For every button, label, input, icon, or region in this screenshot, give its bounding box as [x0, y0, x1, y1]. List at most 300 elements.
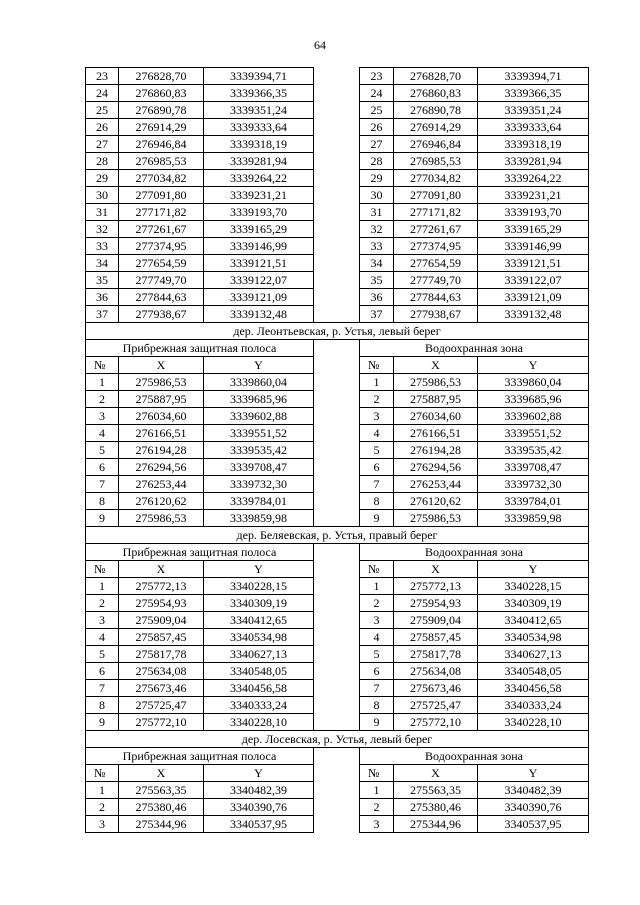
left-y-value: 3340228,10 — [204, 714, 314, 731]
left-y-value: 3339860,04 — [204, 374, 314, 391]
left-x-value: 276860,83 — [119, 85, 204, 102]
left-point-number: 9 — [86, 714, 119, 731]
left-x-value: 276985,53 — [119, 153, 204, 170]
left-y-value: 3339132,48 — [204, 306, 314, 323]
right-point-number: 5 — [360, 646, 394, 663]
left-point-number: 8 — [86, 697, 119, 714]
column-gap — [314, 255, 360, 272]
left-y-value: 3339535,42 — [204, 442, 314, 459]
column-gap — [314, 68, 360, 85]
left-point-number: 30 — [86, 187, 119, 204]
section-caption-row — [86, 731, 589, 748]
right-x-value: 276914,29 — [394, 119, 478, 136]
left-point-number: 3 — [86, 408, 119, 425]
right-x-value: 275887,95 — [394, 391, 478, 408]
right-point-number: 37 — [360, 306, 394, 323]
left-x-value: 276294,56 — [119, 459, 204, 476]
table-row — [86, 646, 589, 663]
table-row — [86, 306, 589, 323]
right-x-value: 277749,70 — [394, 272, 478, 289]
left-point-number: 6 — [86, 459, 119, 476]
left-y-value: 3339394,71 — [204, 68, 314, 85]
column-gap — [314, 544, 360, 561]
left-x-value: 275986,53 — [119, 374, 204, 391]
left-point-number: 5 — [86, 646, 119, 663]
column-gap — [314, 170, 360, 187]
right-point-number: 2 — [360, 595, 394, 612]
left-y-value: 3339281,94 — [204, 153, 314, 170]
left-y-value: 3339708,47 — [204, 459, 314, 476]
left-x-header: X — [119, 765, 204, 782]
right-point-number: 36 — [360, 289, 394, 306]
left-point-number: 7 — [86, 680, 119, 697]
left-number-header: № — [86, 561, 119, 578]
right-point-number: 9 — [360, 714, 394, 731]
left-y-value: 3340537,95 — [204, 816, 314, 833]
right-x-value: 276166,51 — [394, 425, 478, 442]
right-y-value: 3340548,05 — [478, 663, 589, 680]
coastal-strip-header: Прибрежная защитная полоса — [86, 544, 314, 561]
table-row — [86, 510, 589, 527]
right-y-value: 3339121,09 — [478, 289, 589, 306]
table-row — [86, 612, 589, 629]
left-point-number: 2 — [86, 595, 119, 612]
left-x-value: 275673,46 — [119, 680, 204, 697]
left-point-number: 2 — [86, 799, 119, 816]
left-point-number: 4 — [86, 425, 119, 442]
column-gap — [314, 374, 360, 391]
left-point-number: 26 — [86, 119, 119, 136]
right-point-number: 31 — [360, 204, 394, 221]
right-point-number: 1 — [360, 578, 394, 595]
right-y-value: 3339281,94 — [478, 153, 589, 170]
table-row — [86, 119, 589, 136]
table-row — [86, 442, 589, 459]
column-gap — [314, 561, 360, 578]
right-y-value: 3339860,04 — [478, 374, 589, 391]
table-row — [86, 459, 589, 476]
column-gap — [314, 136, 360, 153]
table-row — [86, 714, 589, 731]
column-gap — [314, 629, 360, 646]
right-point-number: 33 — [360, 238, 394, 255]
right-y-value: 3339784,01 — [478, 493, 589, 510]
right-y-value: 3340309,19 — [478, 595, 589, 612]
table-row — [86, 68, 589, 85]
table-row — [86, 595, 589, 612]
left-point-number: 3 — [86, 612, 119, 629]
left-y-header: Y — [204, 357, 314, 374]
column-gap — [314, 306, 360, 323]
right-point-number: 7 — [360, 476, 394, 493]
right-x-value: 275725,47 — [394, 697, 478, 714]
right-x-value: 275634,08 — [394, 663, 478, 680]
left-x-value: 276890,78 — [119, 102, 204, 119]
right-number-header: № — [360, 561, 394, 578]
table-row — [86, 391, 589, 408]
left-x-value: 276034,60 — [119, 408, 204, 425]
section-caption: дер. Леонтьевская, р. Устья, левый берег — [86, 323, 589, 340]
table-row — [86, 680, 589, 697]
column-gap — [314, 357, 360, 374]
right-y-value: 3340390,76 — [478, 799, 589, 816]
table-row — [86, 697, 589, 714]
right-point-number: 7 — [360, 680, 394, 697]
right-point-number: 3 — [360, 816, 394, 833]
right-x-value: 277261,67 — [394, 221, 478, 238]
right-y-value: 3339732,30 — [478, 476, 589, 493]
left-y-value: 3339122,07 — [204, 272, 314, 289]
left-y-value: 3340482,39 — [204, 782, 314, 799]
right-x-value: 277654,59 — [394, 255, 478, 272]
column-gap — [314, 663, 360, 680]
zone-header-row — [86, 748, 589, 765]
section-caption: дер. Лосевская, р. Устья, левый берег — [86, 731, 589, 748]
right-x-value: 275772,13 — [394, 578, 478, 595]
right-x-value: 277091,80 — [394, 187, 478, 204]
left-point-number: 8 — [86, 493, 119, 510]
column-header-row — [86, 765, 589, 782]
right-y-value: 3339264,22 — [478, 170, 589, 187]
left-y-value: 3339146,99 — [204, 238, 314, 255]
left-x-value: 277034,82 — [119, 170, 204, 187]
right-x-value: 277034,82 — [394, 170, 478, 187]
section-caption-row — [86, 323, 589, 340]
left-number-header: № — [86, 765, 119, 782]
right-x-value: 275380,46 — [394, 799, 478, 816]
right-y-value: 3339333,64 — [478, 119, 589, 136]
right-point-number: 23 — [360, 68, 394, 85]
right-x-value: 276253,44 — [394, 476, 478, 493]
table-row — [86, 153, 589, 170]
left-x-value: 275817,78 — [119, 646, 204, 663]
left-x-value: 276166,51 — [119, 425, 204, 442]
right-y-value: 3339193,70 — [478, 204, 589, 221]
right-y-header: Y — [478, 561, 589, 578]
left-number-header: № — [86, 357, 119, 374]
column-gap — [314, 102, 360, 119]
left-x-value: 277749,70 — [119, 272, 204, 289]
column-gap — [314, 459, 360, 476]
column-gap — [314, 391, 360, 408]
right-point-number: 3 — [360, 612, 394, 629]
table-row — [86, 374, 589, 391]
table-row — [86, 425, 589, 442]
right-y-value: 3340228,10 — [478, 714, 589, 731]
left-x-value: 277261,67 — [119, 221, 204, 238]
right-point-number: 1 — [360, 374, 394, 391]
section-caption-row — [86, 527, 589, 544]
right-point-number: 1 — [360, 782, 394, 799]
column-gap — [314, 238, 360, 255]
right-point-number: 27 — [360, 136, 394, 153]
left-y-value: 3339551,52 — [204, 425, 314, 442]
right-y-value: 3339165,29 — [478, 221, 589, 238]
table-row — [86, 663, 589, 680]
right-x-header: X — [394, 561, 478, 578]
column-gap — [314, 748, 360, 765]
column-gap — [314, 510, 360, 527]
right-y-value: 3339146,99 — [478, 238, 589, 255]
right-point-number: 26 — [360, 119, 394, 136]
left-y-value: 3340456,58 — [204, 680, 314, 697]
right-number-header: № — [360, 357, 394, 374]
left-x-value: 276828,70 — [119, 68, 204, 85]
table-row — [86, 204, 589, 221]
right-x-value: 275857,45 — [394, 629, 478, 646]
left-y-value: 3340412,65 — [204, 612, 314, 629]
coordinates-table — [85, 67, 589, 833]
left-y-value: 3339366,35 — [204, 85, 314, 102]
right-x-value: 276034,60 — [394, 408, 478, 425]
left-y-value: 3340228,15 — [204, 578, 314, 595]
left-y-value: 3339859,98 — [204, 510, 314, 527]
table-row — [86, 187, 589, 204]
left-point-number: 36 — [86, 289, 119, 306]
table-row — [86, 629, 589, 646]
table-row — [86, 102, 589, 119]
right-x-value: 277938,67 — [394, 306, 478, 323]
right-point-number: 24 — [360, 85, 394, 102]
right-point-number: 8 — [360, 493, 394, 510]
left-y-header: Y — [204, 561, 314, 578]
table-row — [86, 782, 589, 799]
right-y-value: 3339535,42 — [478, 442, 589, 459]
table-row — [86, 170, 589, 187]
right-y-value: 3340534,98 — [478, 629, 589, 646]
right-point-number: 34 — [360, 255, 394, 272]
left-y-value: 3340390,76 — [204, 799, 314, 816]
right-point-number: 6 — [360, 663, 394, 680]
table-row — [86, 272, 589, 289]
left-point-number: 5 — [86, 442, 119, 459]
right-y-value: 3340482,39 — [478, 782, 589, 799]
left-y-value: 3339193,70 — [204, 204, 314, 221]
right-y-header: Y — [478, 765, 589, 782]
column-gap — [314, 153, 360, 170]
left-x-header: X — [119, 357, 204, 374]
column-gap — [314, 289, 360, 306]
left-x-value: 275634,08 — [119, 663, 204, 680]
column-gap — [314, 476, 360, 493]
right-x-value: 275954,93 — [394, 595, 478, 612]
coastal-strip-header: Прибрежная защитная полоса — [86, 340, 314, 357]
column-header-row — [86, 357, 589, 374]
left-x-value: 275887,95 — [119, 391, 204, 408]
water-zone-header: Водоохранная зона — [360, 544, 589, 561]
right-x-value: 277374,95 — [394, 238, 478, 255]
left-x-value: 275857,45 — [119, 629, 204, 646]
table-row — [86, 238, 589, 255]
left-y-value: 3339685,96 — [204, 391, 314, 408]
left-x-value: 275380,46 — [119, 799, 204, 816]
right-x-value: 276860,83 — [394, 85, 478, 102]
right-x-value: 275986,53 — [394, 510, 478, 527]
left-point-number: 28 — [86, 153, 119, 170]
column-gap — [314, 714, 360, 731]
right-y-value: 3339132,48 — [478, 306, 589, 323]
left-x-value: 275954,93 — [119, 595, 204, 612]
left-x-value: 275986,53 — [119, 510, 204, 527]
left-x-value: 275725,47 — [119, 697, 204, 714]
column-gap — [314, 221, 360, 238]
left-x-value: 275563,35 — [119, 782, 204, 799]
right-y-value: 3340627,13 — [478, 646, 589, 663]
right-y-value: 3339318,19 — [478, 136, 589, 153]
column-gap — [314, 816, 360, 833]
column-gap — [314, 646, 360, 663]
table-row — [86, 85, 589, 102]
left-x-value: 275344,96 — [119, 816, 204, 833]
left-y-value: 3339784,01 — [204, 493, 314, 510]
left-y-value: 3339231,21 — [204, 187, 314, 204]
table-row — [86, 221, 589, 238]
right-point-number: 29 — [360, 170, 394, 187]
table-row — [86, 476, 589, 493]
column-gap — [314, 408, 360, 425]
right-y-header: Y — [478, 357, 589, 374]
right-x-value: 276946,84 — [394, 136, 478, 153]
left-point-number: 31 — [86, 204, 119, 221]
table-row — [86, 408, 589, 425]
right-point-number: 4 — [360, 629, 394, 646]
right-x-value: 276120,62 — [394, 493, 478, 510]
column-gap — [314, 680, 360, 697]
column-gap — [314, 493, 360, 510]
left-x-value: 277374,95 — [119, 238, 204, 255]
right-x-value: 276828,70 — [394, 68, 478, 85]
left-point-number: 29 — [86, 170, 119, 187]
left-y-value: 3339333,64 — [204, 119, 314, 136]
column-gap — [314, 799, 360, 816]
left-point-number: 9 — [86, 510, 119, 527]
right-point-number: 5 — [360, 442, 394, 459]
left-x-value: 276120,62 — [119, 493, 204, 510]
left-point-number: 37 — [86, 306, 119, 323]
right-y-value: 3339685,96 — [478, 391, 589, 408]
right-x-value: 276890,78 — [394, 102, 478, 119]
left-y-value: 3339318,19 — [204, 136, 314, 153]
left-x-value: 275772,10 — [119, 714, 204, 731]
left-x-value: 276194,28 — [119, 442, 204, 459]
right-x-header: X — [394, 357, 478, 374]
left-x-value: 276946,84 — [119, 136, 204, 153]
right-x-value: 276194,28 — [394, 442, 478, 459]
right-point-number: 3 — [360, 408, 394, 425]
column-gap — [314, 340, 360, 357]
left-y-value: 3339602,88 — [204, 408, 314, 425]
right-y-value: 3339859,98 — [478, 510, 589, 527]
column-gap — [314, 272, 360, 289]
left-y-value: 3340548,05 — [204, 663, 314, 680]
left-point-number: 32 — [86, 221, 119, 238]
right-point-number: 35 — [360, 272, 394, 289]
column-gap — [314, 765, 360, 782]
right-y-value: 3340228,15 — [478, 578, 589, 595]
table-row — [86, 578, 589, 595]
right-point-number: 9 — [360, 510, 394, 527]
right-x-value: 275817,78 — [394, 646, 478, 663]
left-point-number: 24 — [86, 85, 119, 102]
right-y-value: 3340456,58 — [478, 680, 589, 697]
column-gap — [314, 697, 360, 714]
right-x-value: 276294,56 — [394, 459, 478, 476]
column-gap — [314, 595, 360, 612]
right-y-value: 3339231,21 — [478, 187, 589, 204]
right-point-number: 30 — [360, 187, 394, 204]
right-point-number: 28 — [360, 153, 394, 170]
left-y-header: Y — [204, 765, 314, 782]
column-gap — [314, 782, 360, 799]
left-x-value: 276253,44 — [119, 476, 204, 493]
left-point-number: 7 — [86, 476, 119, 493]
zone-header-row — [86, 340, 589, 357]
right-point-number: 2 — [360, 799, 394, 816]
right-y-value: 3339366,35 — [478, 85, 589, 102]
left-point-number: 1 — [86, 782, 119, 799]
table-row — [86, 493, 589, 510]
right-x-value: 275344,96 — [394, 816, 478, 833]
left-point-number: 23 — [86, 68, 119, 85]
right-x-value: 275909,04 — [394, 612, 478, 629]
table-row — [86, 136, 589, 153]
right-y-value: 3339122,07 — [478, 272, 589, 289]
left-y-value: 3340534,98 — [204, 629, 314, 646]
right-y-value: 3339351,24 — [478, 102, 589, 119]
left-y-value: 3339264,22 — [204, 170, 314, 187]
right-point-number: 8 — [360, 697, 394, 714]
right-point-number: 4 — [360, 425, 394, 442]
column-gap — [314, 425, 360, 442]
left-x-value: 275772,13 — [119, 578, 204, 595]
right-number-header: № — [360, 765, 394, 782]
right-y-value: 3339551,52 — [478, 425, 589, 442]
left-y-value: 3340309,19 — [204, 595, 314, 612]
left-x-header: X — [119, 561, 204, 578]
table-row — [86, 255, 589, 272]
right-y-value: 3339121,51 — [478, 255, 589, 272]
right-x-value: 275986,53 — [394, 374, 478, 391]
left-point-number: 6 — [86, 663, 119, 680]
right-y-value: 3340412,65 — [478, 612, 589, 629]
right-x-value: 277171,82 — [394, 204, 478, 221]
column-gap — [314, 578, 360, 595]
column-gap — [314, 612, 360, 629]
right-point-number: 32 — [360, 221, 394, 238]
left-x-value: 277654,59 — [119, 255, 204, 272]
left-point-number: 33 — [86, 238, 119, 255]
left-x-value: 277938,67 — [119, 306, 204, 323]
column-gap — [314, 204, 360, 221]
right-y-value: 3339708,47 — [478, 459, 589, 476]
right-y-value: 3340537,95 — [478, 816, 589, 833]
right-x-value: 276985,53 — [394, 153, 478, 170]
left-point-number: 34 — [86, 255, 119, 272]
left-x-value: 276914,29 — [119, 119, 204, 136]
right-x-value: 277844,63 — [394, 289, 478, 306]
left-point-number: 1 — [86, 578, 119, 595]
right-point-number: 25 — [360, 102, 394, 119]
left-y-value: 3339165,29 — [204, 221, 314, 238]
water-zone-header: Водоохранная зона — [360, 340, 589, 357]
right-y-value: 3339394,71 — [478, 68, 589, 85]
table-row — [86, 816, 589, 833]
left-y-value: 3340627,13 — [204, 646, 314, 663]
left-point-number: 3 — [86, 816, 119, 833]
left-point-number: 4 — [86, 629, 119, 646]
column-gap — [314, 442, 360, 459]
left-y-value: 3339121,51 — [204, 255, 314, 272]
